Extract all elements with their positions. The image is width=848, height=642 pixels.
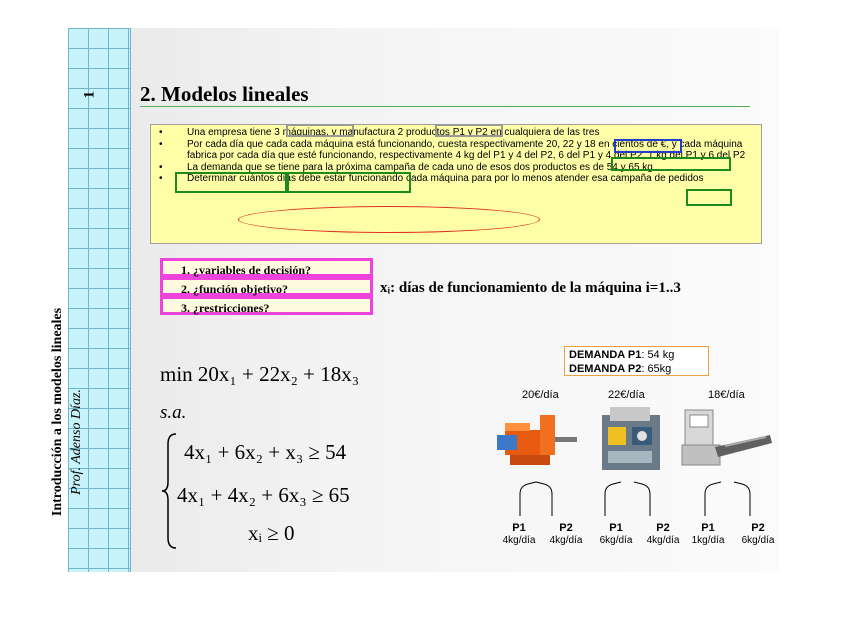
bullet-3: • La demanda que se tiene para la próxima campaña de cada uno de esos dos productos es de 54 y 65 kg [151,162,761,174]
conveyor-icon [680,405,775,470]
page-title: 2. Modelos lineales [140,82,309,106]
demand-p2-value: : 65kg [641,363,672,375]
demand-p1-value: : 54 kg [641,349,675,361]
constraint-2: 4x₁ + 4x₂ + 6x₃ ≥ 65 [177,483,350,507]
sidebar-author: Prof. Adenso Díaz. [69,389,84,495]
machine-2-p1: P1 6kg/día [599,522,633,546]
bullet-4: • Determinar cuántos días debe estar funcionando cada máquina para por lo menos atender esa campaña de pedidos [151,173,761,185]
constraint-3: xᵢ ≥ 0 [248,521,295,545]
vise-icon [495,405,580,475]
highlight-machines [286,124,354,137]
demand-p2-label: DEMANDA P2 [569,363,642,375]
highlight-costs [614,139,682,153]
objective-function: min 20x₁ + 22x₂ + 18x₃ [160,362,360,386]
machine-1-p1: P1 4kg/día [502,522,536,546]
highlight-machine1 [611,157,731,171]
question-constraints: 3. ¿restricciones? [160,296,373,315]
machine-3-p1: P1 1kg/día [691,522,725,546]
highlight-question [238,206,540,233]
machine-2-p2: P2 4kg/día [646,522,680,546]
demand-box [564,346,709,376]
highlight-demand [686,189,732,206]
sidebar-title: Introducción a los modelos lineales [50,307,65,517]
machine-2-price: 22€/día [608,389,645,401]
highlight-machine2 [175,172,287,193]
bullet-2: • Por cada día que cada cada máquina está funcionando, cuesta respectivamente 20, 22 y 18 en cientos de €, y cada máquina fabrica por cada día que esté funcionando, respectivamente 4 kg del P1 y 4 del P2, 6 del P1 y 4 del P2, 1 kg del P1 y 6 del P2 [151,139,761,162]
highlight-machine3 [287,172,411,193]
slide-number: 1 [81,91,98,99]
question-decision-variables: 1. ¿variables de decisión? [160,258,373,277]
constraint-1: 4x₁ + 6x₂ + x₃ ≥ 54 [184,440,347,464]
demand-p1-label: DEMANDA P1 [569,349,642,361]
title-divider [140,106,750,107]
highlight-products [435,124,503,137]
question-list [160,258,373,315]
machine-1-price: 20€/día [522,389,559,401]
machine-3-p2: P2 6kg/día [741,522,775,546]
split-brackets [500,478,780,518]
machine-3-price: 18€/día [708,389,745,401]
subject-to: s.a. [160,402,187,423]
machine-icon [600,405,662,473]
bullet-1: • Una empresa tiene 3 máquinas, y manufactura 2 productos P1 y P2 en cualquiera de las tres [151,127,761,139]
question-objective: 2. ¿función objetivo? [160,277,373,296]
variable-definition: xᵢ: días de funcionamiento de la máquina i=1..3 [380,280,681,296]
machine-1-p2: P2 4kg/día [549,522,583,546]
